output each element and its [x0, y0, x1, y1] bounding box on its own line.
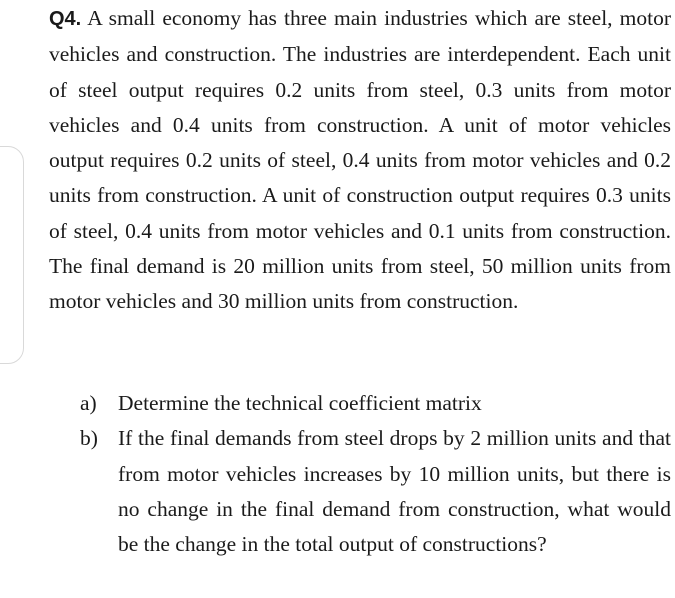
question-part-a	[80, 386, 671, 421]
side-panel-tab[interactable]	[0, 146, 24, 364]
question-part-b	[80, 421, 671, 562]
part-label: b)	[80, 426, 98, 451]
part-label: a)	[80, 391, 97, 415]
part-text: If the final demands from steel drops by 2 million units and that from motor vehicles increases by 10 million units, but there is no change in the final demand from construction, what would be the change in the total output of constructions?	[118, 426, 671, 557]
question-parts-list	[80, 386, 671, 562]
question-number: Q4.	[49, 8, 82, 30]
part-text: Determine the technical coefficient matrix	[118, 391, 482, 415]
question-text	[49, 1, 671, 320]
question-body: A small economy has three main industries which are steel, motor vehicles and construction. The industries are interdependent. Each unit of steel output requires 0.2 units from steel, 0.3 units from motor vehicles and 0.4 units from construction. A unit of motor vehicles output requires 0.2 units of steel, 0.4 units from motor vehicles and 0.2 units from construction. A unit of construction output requires 0.3 units of steel, 0.4 units from motor vehicles and 0.1 units from construction. The final demand is 20 million units from steel, 50 million units from motor vehicles and 30 million units from construction.	[49, 6, 671, 314]
